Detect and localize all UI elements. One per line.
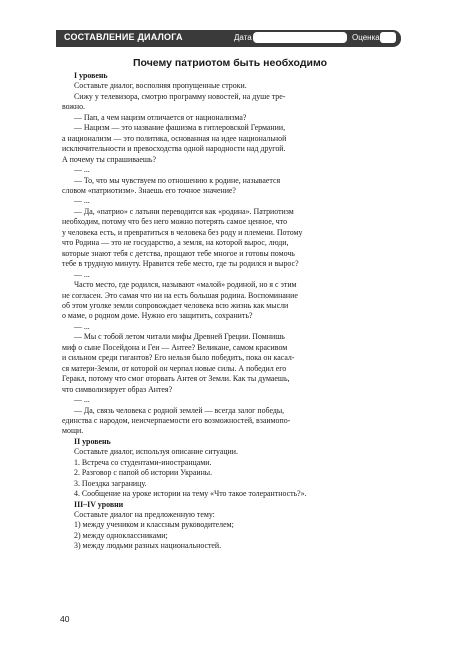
text-line: — Пап, а чем нацизм отличается от национализма? <box>74 112 247 122</box>
text-line: и сильном среди гигантов? Его нельзя было победить, пока он касал- <box>62 353 295 363</box>
level-2-heading: II уровень <box>74 436 111 446</box>
text-line: а национализм — это политика, основанная на идее национальной <box>62 133 287 143</box>
list-item: 3. Поездка заграницу. <box>74 478 147 488</box>
text-line: не согласен. Это самая что ни на есть большая родина. Воспоминание <box>62 290 298 300</box>
text-line: вожно. <box>62 102 86 112</box>
level-2-intro: Составьте диалог, используя описание ситуации. <box>74 447 238 457</box>
grade-field[interactable] <box>380 32 396 43</box>
text-line: об этом уголке земли сопровождает человека всю жизнь как мысли <box>62 300 289 310</box>
text-line: — Мы с тобой летом читали мифы Древней Греции. Помнишь <box>74 332 285 342</box>
page-number: 40 <box>60 614 70 624</box>
text-line: необходим, потому что без него можно потерять самое ценное, что <box>62 217 288 227</box>
text-line: Геракл, потому что смог оторвать Антея от Земли. Как ты думаешь, <box>62 374 290 384</box>
level-1-text <box>62 81 398 436</box>
text-line: — То, что мы чувствуем по отношению к родине, называется <box>74 175 281 185</box>
text-line: А почему ты спрашиваешь? <box>62 154 157 164</box>
grade-label: Оценка <box>352 33 380 42</box>
section-title: СОСТАВЛЕНИЕ ДИАЛОГА <box>64 32 183 42</box>
text-line: у человека есть, и превратиться в человека без роду и племени. Потому <box>62 227 303 237</box>
text-line: словом «патриотизм». Знаешь его точное значение? <box>62 185 236 195</box>
date-field[interactable] <box>253 32 347 43</box>
text-line: — ... <box>74 196 90 206</box>
list-item: 2) между одноклассниками; <box>74 530 168 540</box>
text-line: Часто место, где родился, называют «малой» родиной, но я с этим <box>74 280 297 290</box>
text-line: Составьте диалог, восполняя пропущенные строки. <box>74 81 247 91</box>
text-line: — ... <box>74 165 90 175</box>
text-line: — Да, «патрио» с латыни переводится как «родина». Патриотизм <box>74 206 294 216</box>
list-item: 1. Встреча со студентами-иностранцами. <box>74 457 212 467</box>
text-line: — ... <box>74 321 90 331</box>
text-line: которые знают тебя с детства, прощают тебе многое и готовы помочь <box>62 248 295 258</box>
page-title: Почему патриотом быть необходимо <box>133 57 327 69</box>
text-line: исключительности и превосходства одной народности над другой. <box>62 144 286 154</box>
exercise-content <box>62 56 398 552</box>
text-line: — Да, связь человека с родной землей — всегда залог победы, <box>74 405 285 415</box>
list-item: 2. Разговор с папой об истории Украины. <box>74 468 213 478</box>
text-line: что символизирует образ Антея? <box>62 384 173 394</box>
text-line: мощи. <box>62 426 84 436</box>
level-3-heading: III–IV уровни <box>74 499 124 509</box>
text-line: — ... <box>74 269 90 279</box>
level-3-list <box>62 520 398 551</box>
text-line: Сижу у телевизора, смотрю программу новостей, на душе тре- <box>74 91 286 101</box>
date-label: Дата <box>234 33 252 42</box>
text-line: ся матери-Земли, от которой он черпал новые силы. А победил его <box>62 363 287 373</box>
text-line: тебе в трудную минуту. Нравится тебе место, где ты родился и вырос? <box>62 259 299 269</box>
text-line: что Родина — это не государство, а земля, на которой вырос, люди, <box>62 238 289 248</box>
level-2-list <box>62 458 398 500</box>
text-line: — ... <box>74 395 90 405</box>
level-1-heading: I уровень <box>74 71 108 80</box>
section-header-bar <box>56 30 401 47</box>
text-line: единства с народом, неисчерпаемости его возможностей, взаимопо- <box>62 415 291 425</box>
text-line: о маме, о родном доме. Нужно его защитить, сохранить? <box>62 311 253 321</box>
text-line: миф о сыне Посейдона и Геи — Антее? Великане, самом красивом <box>62 342 288 352</box>
list-item: 1) между учеником и классным руководителем; <box>74 520 234 530</box>
list-item: 3) между людьми разных национальностей. <box>74 541 222 551</box>
level-3-intro: Составьте диалог на предложенную тему: <box>74 510 215 520</box>
text-line: — Нацизм — это название фашизма в гитлеровской Германии, <box>74 123 286 133</box>
list-item: 4. Сообщение на уроке истории на тему «Что такое толерантность?». <box>74 489 307 499</box>
